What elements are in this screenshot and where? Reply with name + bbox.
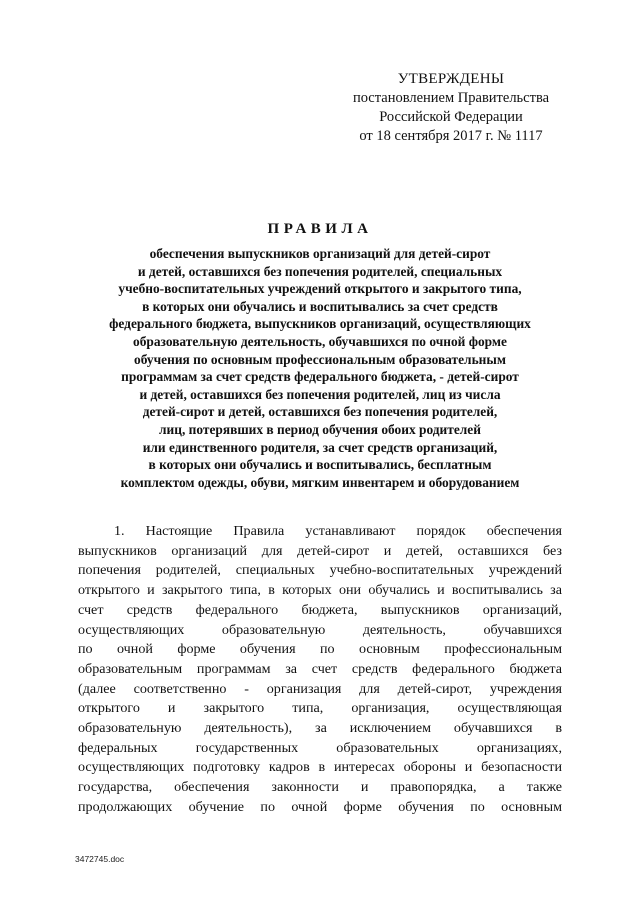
subtitle-line: обучения по основным профессиональным образовательным bbox=[134, 351, 506, 367]
subtitle-line: учебно-воспитательных учреждений открытого и закрытого типа, bbox=[118, 281, 522, 297]
document-subtitle bbox=[70, 245, 570, 491]
subtitle-line: или единственного родителя, за счет средств организаций, bbox=[142, 439, 498, 455]
approval-line-3: от 18 сентября 2017 г. № 1117 bbox=[359, 128, 543, 144]
subtitle-line: образовательную деятельность, обучавшихся по очной форме bbox=[133, 333, 507, 349]
paragraph-1 bbox=[78, 522, 562, 818]
approval-line-1: постановлением Правительства bbox=[352, 90, 550, 106]
approval-block bbox=[336, 70, 566, 146]
paragraph-line: по очной форме обучения по основным профессиональным bbox=[78, 641, 562, 658]
subtitle-line: в которых они обучались и воспитывались за счет средств bbox=[142, 298, 498, 314]
paragraph-line: открытого и закрытого типа, организация, осуществляющая bbox=[78, 700, 562, 717]
paragraph-line: осуществляющих подготовку кадров в интересах обороны и безопасности bbox=[78, 759, 562, 776]
paragraph-line: счет средств федерального бюджета, выпускников организаций, bbox=[78, 601, 562, 618]
subtitle-line: программам за счет средств федерального бюджета, - детей-сирот bbox=[121, 369, 519, 385]
paragraph-line: (далее соответственно - организация для детей-сирот, учреждения bbox=[78, 680, 562, 697]
paragraph-line: попечения родителей, специальных учебно-воспитательных учреждений bbox=[78, 562, 562, 579]
subtitle-line: лиц, потерявших в период обучения обоих родителей bbox=[159, 421, 481, 437]
subtitle-line: федерального бюджета, выпускников организаций, осуществляющих bbox=[109, 316, 531, 332]
subtitle-line: и детей, оставшихся без попечения родителей, лиц из числа bbox=[139, 386, 501, 402]
subtitle-line: комплектом одежды, обуви, мягким инвентарем и оборудованием bbox=[120, 474, 520, 490]
paragraph-line: образовательную деятельность), за исключением обучавшихся в bbox=[78, 720, 562, 737]
paragraph-line: государства, обеспечения законности и правопорядка, а также bbox=[78, 779, 562, 796]
paragraph-line: образовательным программам за счет средств федерального бюджета bbox=[78, 660, 562, 677]
paragraph-line: продолжающих обучение по очной форме обучения по основным bbox=[78, 798, 562, 815]
paragraph-line: 1. Настоящие Правила устанавливают порядок обеспечения bbox=[114, 523, 562, 539]
paragraph-line: осуществляющих образовательную деятельность, обучавшихся bbox=[78, 621, 562, 638]
approval-heading: УТВЕРЖДЕНЫ bbox=[397, 71, 505, 87]
footer-filename: 3472745.doc bbox=[75, 854, 125, 864]
subtitle-line: и детей, оставшихся без попечения родителей, специальных bbox=[137, 263, 503, 279]
document-title: ПРАВИЛА bbox=[267, 221, 373, 237]
paragraph-line: федеральных государственных образовательных организациях, bbox=[78, 739, 562, 756]
subtitle-line: обеспечения выпускников организаций для детей-сирот bbox=[149, 246, 491, 261]
subtitle-line: в которых они обучались и воспитывались, бесплатным bbox=[148, 457, 492, 473]
paragraph-line: выпускников организаций для детей-сирот и детей, оставшихся без bbox=[78, 542, 562, 559]
paragraph-line: открытого и закрытого типа, в которых они обучались и воспитывались за bbox=[78, 582, 562, 599]
subtitle-line: детей-сирот и детей, оставшихся без попечения родителей, bbox=[142, 404, 498, 420]
approval-line-2: Российской Федерации bbox=[379, 109, 523, 125]
